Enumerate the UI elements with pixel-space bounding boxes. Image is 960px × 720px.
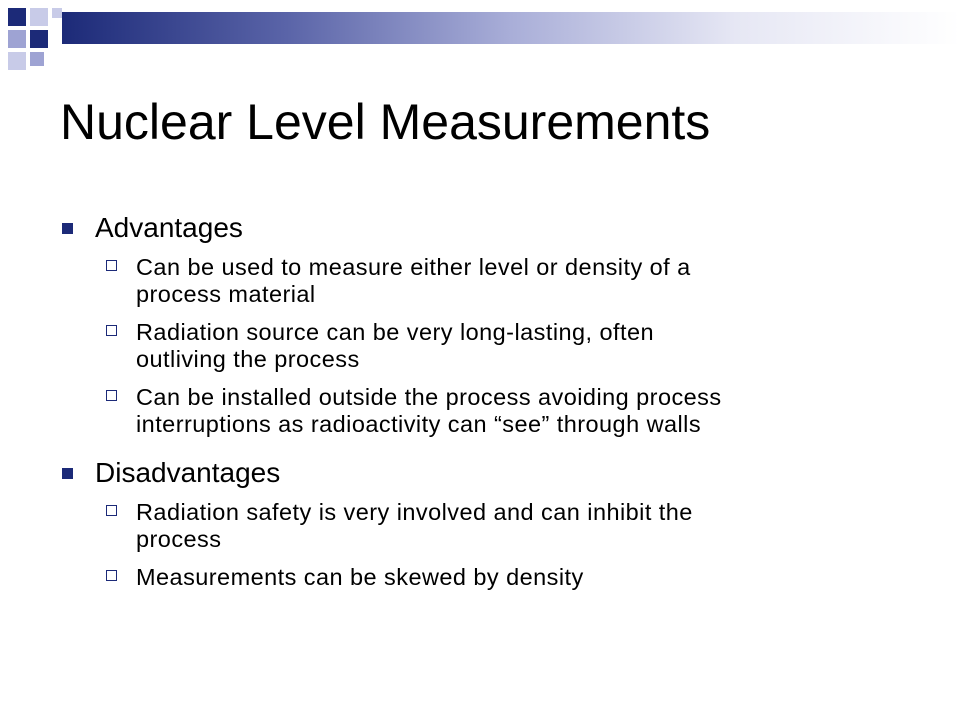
section-heading: Disadvantages: [95, 457, 281, 488]
sub-bullet-line: Can be used to measure either level or density of a: [136, 254, 691, 280]
sub-bullet-line: Can be installed outside the process avoiding process: [136, 384, 722, 410]
sub-bullet: [60, 499, 920, 553]
section-heading: Advantages: [95, 212, 243, 243]
bullet-disadvantages: [60, 449, 920, 497]
sub-bullet: [60, 319, 920, 373]
decor-square: [8, 52, 26, 70]
sub-bullet: [60, 254, 920, 308]
bullet-advantages: [60, 204, 920, 252]
sub-bullet-line: process: [136, 526, 222, 552]
decor-square: [30, 8, 48, 26]
sub-bullet-line: Radiation source can be very long-lasting, often: [136, 319, 655, 345]
hollow-square-icon: [106, 390, 117, 401]
sub-bullet-line: outliving the process: [136, 346, 360, 372]
slide-body: [60, 204, 920, 602]
hollow-square-icon: [106, 570, 117, 581]
sub-bullet-line: process material: [136, 281, 316, 307]
decor-square: [8, 30, 26, 48]
hollow-square-icon: [106, 325, 117, 336]
header-gradient-bar: [62, 12, 960, 44]
decor-square: [30, 30, 48, 48]
hollow-square-icon: [106, 505, 117, 516]
hollow-square-icon: [106, 260, 117, 271]
slide-title: Nuclear Level Measurements: [60, 94, 711, 150]
sub-bullet-line: Radiation safety is very involved and can inhibit the: [136, 499, 693, 525]
sub-bullet-line: interruptions as radioactivity can “see” through walls: [136, 411, 702, 437]
decor-square: [52, 8, 62, 18]
sub-bullet: [60, 564, 920, 591]
sub-bullet: [60, 384, 920, 438]
sub-bullet-line: Measurements can be skewed by density: [136, 564, 584, 590]
decor-square: [30, 52, 44, 66]
decor-square: [8, 8, 26, 26]
filled-square-icon: [62, 468, 73, 479]
filled-square-icon: [62, 223, 73, 234]
